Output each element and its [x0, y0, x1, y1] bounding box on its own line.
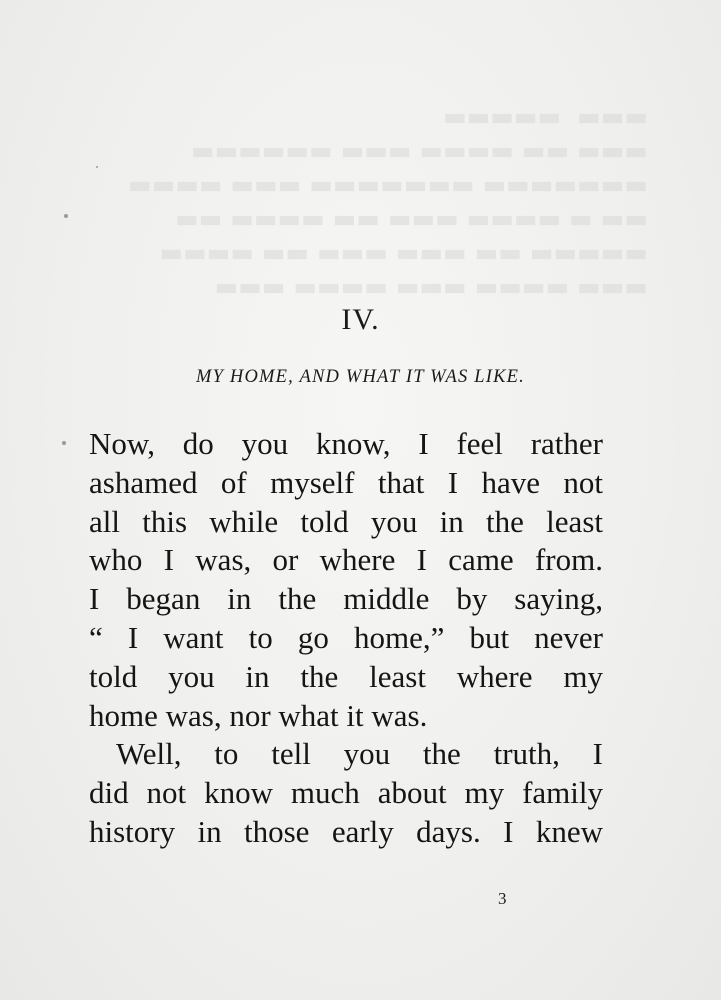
paper-speck [64, 214, 68, 218]
text-line: “ I want to go home,” but never [89, 619, 603, 655]
text-line: Now, do you know, I feel rather [89, 426, 603, 461]
text-line: history in those early days. I knew [89, 813, 603, 849]
paper-speck [96, 166, 98, 168]
text-line: ashamed of myself that I have not [89, 464, 603, 500]
text-line: did not know much about my family [89, 775, 603, 811]
paper-speck [62, 441, 66, 445]
text-line: I began in the middle by saying, [89, 581, 603, 617]
page-number: 3 [498, 889, 507, 908]
text-line: who I was, or where I came from. [89, 542, 603, 578]
text-line: told you in the least where my [89, 658, 603, 694]
chapter-number: IV. [341, 303, 380, 336]
bleed-through-texture: ▬▬▬ ▬▬▬▬▬ ▬▬▬ ▬▬ ▬▬▬▬ ▬▬▬ ▬▬▬▬▬▬ ▬▬▬▬▬▬▬ ▬▬▬▬▬▬▬ ▬▬▬ ▬▬▬▬ ▬▬ ▬ ▬▬▬▬ ▬▬▬ ▬▬ ▬▬▬▬ ▬▬ ▬▬▬▬▬ ▬▬ ▬▬▬ ▬▬▬ ▬▬ ▬▬▬▬ ▬▬▬ ▬▬▬▬ ▬▬▬ ▬▬▬▬ ▬▬▬ [128, 102, 648, 301]
text-line: home was, nor what it was. [89, 697, 428, 733]
text-line: all this while told you in the least [89, 503, 603, 539]
text-line: Well, to tell you the truth, I [116, 736, 603, 772]
chapter-title: MY HOME, AND WHAT IT WAS LIKE. [195, 367, 525, 387]
chapter-body-text [89, 425, 603, 852]
